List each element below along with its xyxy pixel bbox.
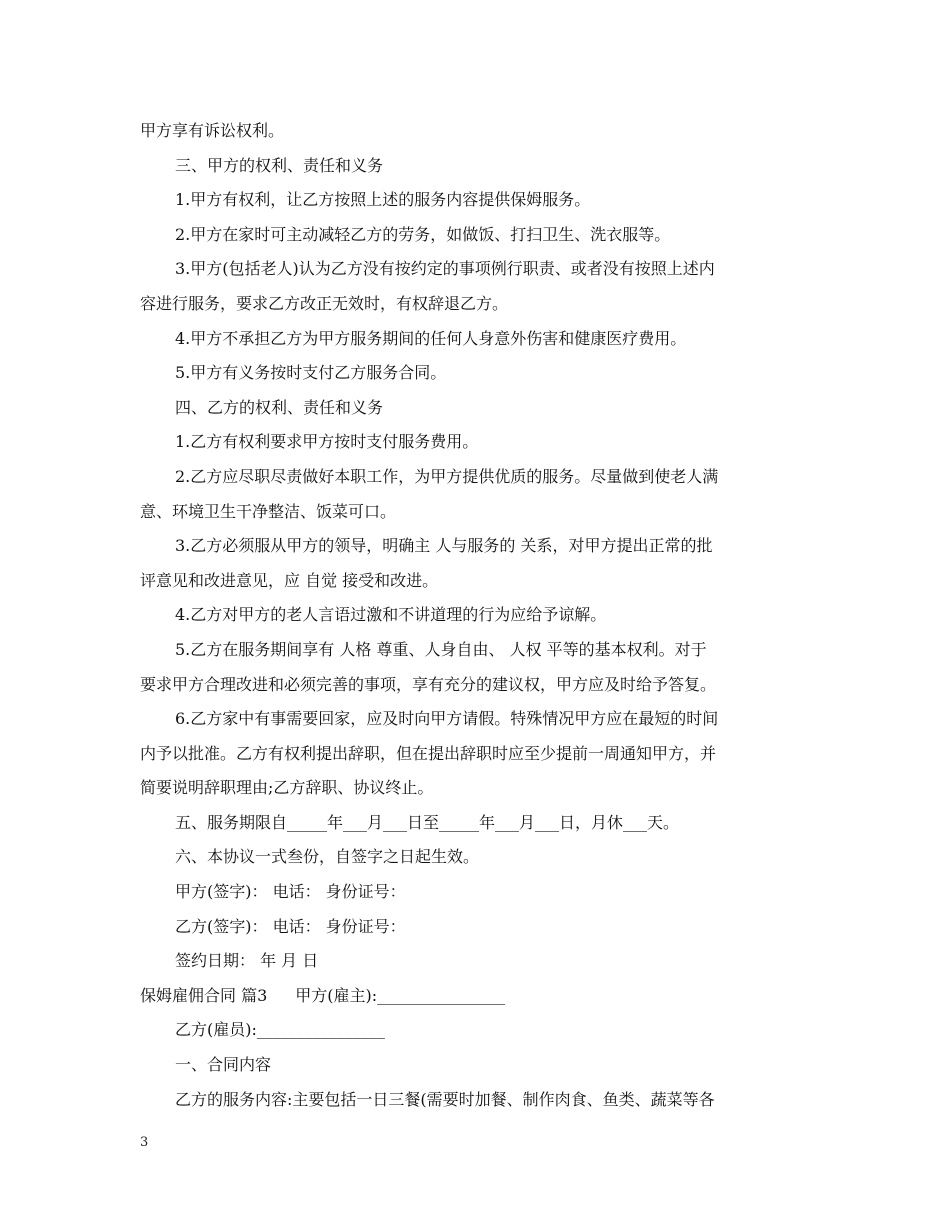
text-line: 容进行服务，要求乙方改正无效时，有权辞退乙方。 [140,293,509,313]
section-title: 保姆雇佣合同 篇3 [140,985,268,1005]
text-line: 乙方(签字)： 电话： 身份证号： [175,916,406,936]
document-body [140,114,820,1117]
text-line: 签约日期： 年 月 日 [175,951,319,971]
text-line: 乙方的服务内容:主要包括一日三餐(需要时加餐、制作肉食、鱼类、蔬菜等各 [175,1089,715,1109]
text-line: 要求甲方合理改进和必须完善的事项，享有充分的建议权，甲方应及时给予答复。 [140,674,717,694]
text-line: 评意见和改进意见，应 自觉 接受和改进。 [140,570,439,590]
text-line: 3.乙方必须服从甲方的领导，明确主 人与服务的 关系，对甲方提出正常的批 [175,536,713,556]
text-line: 六、本协议一式叁份，自签字之日起生效。 [175,847,480,867]
text-line: 4.乙方对甲方的老人言语过激和不讲道理的行为应给予谅解。 [175,605,607,625]
text-line: 3.甲方(包括老人)认为乙方没有按约定的事项例行职责、或者没有按照上述内 [175,259,715,279]
text-line: 5.甲方有义务按时支付乙方服务合同。 [175,363,447,383]
text-line: 简要说明辞职理由;乙方辞职、协议终止。 [140,778,434,798]
text-line: 6.乙方家中有事需要回家，应及时向甲方请假。特殊情况甲方应在最短的时间 [175,709,719,729]
text-line: 一、合同内容 [175,1055,272,1075]
text-line: 1.甲方有权利，让乙方按照上述的服务内容提供保姆服务。 [175,190,591,210]
party-a-employer-field: 甲方(雇主):________________ [295,985,506,1005]
text-line: 5.乙方在服务期间享有 人格 尊重、人身自由、 人权 平等的基本权利。对于 [175,639,707,659]
text-line: 甲方(签字)： 电话： 身份证号： [175,882,406,902]
page-number: 3 [140,1135,149,1150]
section-heading-line [140,979,820,1014]
text-line: 甲方享有诉讼权利。 [140,121,285,140]
text-line: 意、环境卫生干净整洁、饭菜可口。 [140,501,397,521]
text-line: 五、服务期限自_____年___月___日至_____年___月___日，月休___天。 [175,812,680,832]
text-line: 乙方(雇员):________________ [175,1020,385,1040]
text-line: 2.乙方应尽职尽责做好本职工作，为甲方提供优质的服务。尽量做到使老人满 [175,466,719,486]
text-line: 三、甲方的权利、责任和义务 [175,155,384,175]
text-line: 1.乙方有权利要求甲方按时支付服务费用。 [175,432,479,452]
text-line: 四、乙方的权利、责任和义务 [175,397,384,417]
text-line: 2.甲方在家时可主动减轻乙方的劳务，如做饭、打扫卫生、洗衣服等。 [175,224,671,244]
text-line: 4.甲方不承担乙方为甲方服务期间的任何人身意外伤害和健康医疗费用。 [175,328,687,348]
text-line: 内予以批准。乙方有权利提出辞职，但在提出辞职时应至少提前一周通知甲方，并 [140,743,717,763]
